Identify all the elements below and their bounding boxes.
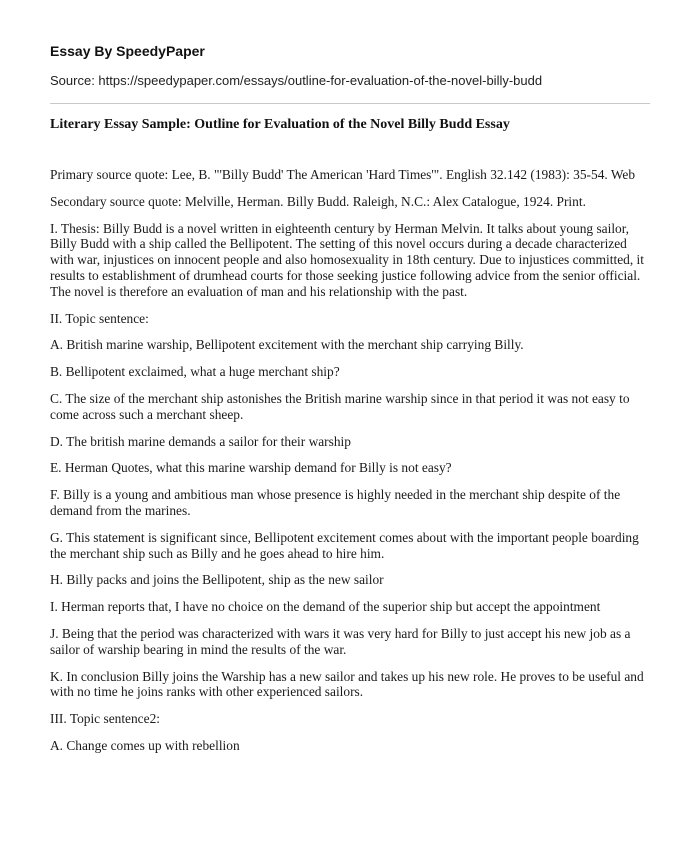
topic-sentence-heading: II. Topic sentence: — [50, 310, 149, 326]
outline-item-j: J. Being that the period was characterized with wars it was very hard for Billy to just accept his new job as a sailor of warship bearing in mind the results of the war. — [50, 625, 631, 657]
topic-sentence-2-heading: III. Topic sentence2: — [50, 711, 160, 727]
outline-item-i: I. Herman reports that, I have no choice on the demand of the superior ship but accept the appointment — [50, 599, 601, 615]
outline-item-k: K. In conclusion Billy joins the Warship has a new sailor and takes up his new role. He proves to be useful and with no time he joins ranks with other experienced sailors. — [50, 668, 644, 700]
publisher-title: Essay By SpeedyPaper — [50, 43, 205, 59]
essay-title: Literary Essay Sample: Outline for Evaluation of the Novel Billy Budd Essay — [50, 117, 510, 132]
outline-item-f: F. Billy is a young and ambitious man whose presence is highly needed in the merchant ship despite of the demand from the marines. — [50, 487, 621, 518]
outline-item-d: D. The british marine demands a sailor for their warship — [50, 433, 351, 449]
outline-item-h: H. Billy packs and joins the Bellipotent, ship as the new sailor — [50, 572, 384, 588]
outline-item-a-2: A. Change comes up with rebellion — [50, 737, 240, 753]
outline-item-c: C. The size of the merchant ship astonishes the British marine warship since in that period it was not easy to come across such a merchant sheep. — [50, 390, 630, 422]
outline-item-b: B. Bellipotent exclaimed, what a huge merchant ship? — [50, 364, 340, 380]
essay-body — [50, 167, 650, 754]
source-line: Source: https://speedypaper.com/essays/outline-for-evaluation-of-the-novel-billy-budd — [50, 73, 543, 88]
header-divider — [50, 103, 650, 104]
thesis-paragraph: I. Thesis: Billy Budd is a novel written in eighteenth century by Herman Melvin. It talks about young sailor, Billy Budd with a ship called the Bellipotent. The setting of this novel occurs during a decade characterized with war, injustices on innocent people and also homosexuality in 18th century. Due to injustices committed, it results to establishment of drumhead courts for those seeking justice following advice from the senior official. The novel is therefore an evaluation of man and his relationship with the past. — [50, 220, 644, 299]
outline-item-g: G. This statement is significant since, Bellipotent excitement comes about with the important people boarding the merchant ship such as Billy and he goes ahead to hire him. — [50, 529, 639, 561]
secondary-source-paragraph: Secondary source quote: Melville, Herman. Billy Budd. Raleigh, N.C.: Alex Catalogue, 1924. Print. — [50, 193, 586, 209]
primary-source-paragraph: Primary source quote: Lee, B. "'Billy Budd' The American 'Hard Times'". English 32.142 (1983): 35-54. Web — [50, 167, 636, 182]
outline-item-e: E. Herman Quotes, what this marine warship demand for Billy is not easy? — [50, 460, 452, 476]
outline-item-a: A. British marine warship, Bellipotent excitement with the merchant ship carrying Billy. — [50, 337, 524, 353]
